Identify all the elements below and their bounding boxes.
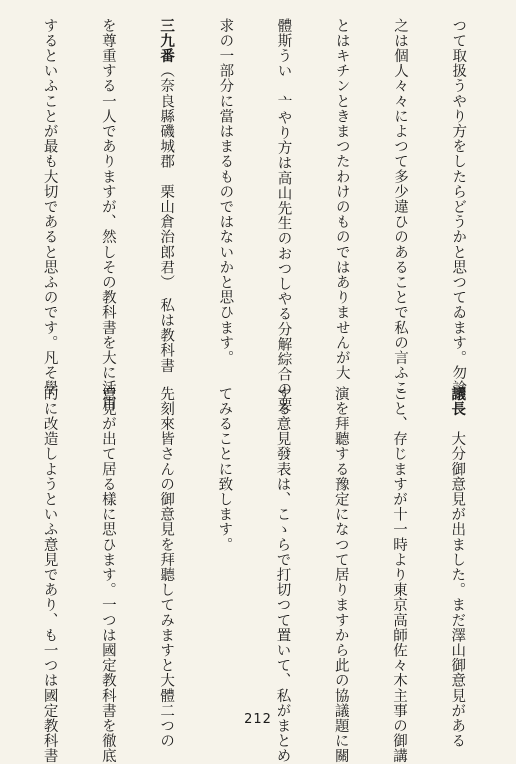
text-column: を尊重する一人でありますが、然しその教科書を大に活用 [97,18,116,336]
page-number: 212 [0,712,516,727]
text-column: 求の一部分に當はまるものではないかと思ひます。 [215,18,234,336]
speaker-line [447,386,467,704]
text-column: 的に改造しようといふ意見であり、も一つは國定教科書 [39,386,58,704]
chairman-label: 議長 [449,386,466,416]
text-column: する意見發表は、こゝらで打切つて置いて、私がまとめ [272,386,291,704]
speaker-number: 三九番 [158,18,175,63]
text-column: こと、存じますが十一時より東京高師佐々木主事の御講 [389,386,408,704]
speaker-affiliation: （奈良縣磯城郡 栗山倉治郎君） 私は教科書 [158,63,174,373]
speaker-line [156,18,176,336]
text-column: 體斯うい 亠やり方は高山先生のおつしやる分解綜合の要 [273,18,292,336]
text-column: とはキチンときまつたわけのものではありませんが大 [331,18,350,336]
chairman-remark: 大分御意見が出ました。まだ澤山御意見がある [449,416,465,748]
text-column: つて取扱うやり方をしたらどうかと思つてゐます。勿論 [448,18,467,336]
lower-text-block [0,386,506,704]
upper-text-block [0,18,506,336]
text-column: 之は個人々々によつて多少違ひのあることで私の言ふこ [390,18,409,336]
text-column: てみることに致します。 [214,386,233,704]
text-column: するといふことが最も大切であると思ふのです。凡そ學 [39,18,58,336]
text-column: 先刻來皆さんの御意見を拜聽してみますと大體二つの [156,386,175,704]
text-column: 演を拜聽する豫定になつて居りますから此の協議題に關 [330,386,349,704]
text-column: 意見が出て居る樣に思ひます。一つは國定教科書を徹底 [97,386,116,704]
